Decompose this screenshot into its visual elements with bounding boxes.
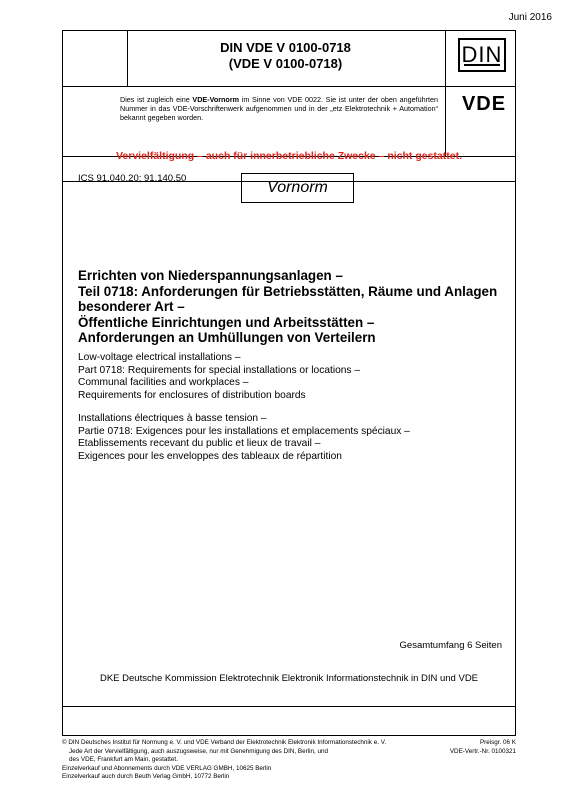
title-english xyxy=(78,352,498,402)
price-block xyxy=(450,739,516,756)
title-de-line: besonderer Art – xyxy=(78,299,185,314)
title-en-line: Requirements for enclosures of distribution boards xyxy=(78,389,306,401)
vde-classification: (VDE V 0100-0718) xyxy=(228,56,343,71)
title-en-line: Communal facilities and workplaces – xyxy=(78,377,249,389)
vde-note xyxy=(120,95,438,123)
din-logo-text: DIN xyxy=(461,42,503,67)
ics-code: ICS 91.040.20; 91.140.50 xyxy=(78,173,187,184)
copyright-line: Einzelverkauf und Abonnements durch VDE VERLAG GMBH, 10625 Berlin xyxy=(62,764,272,772)
title-french xyxy=(78,413,508,463)
copyright-line: Einzelverkauf auch durch Beuth Verlag GmbH, 10772 Berlin xyxy=(62,773,230,781)
title-de-line: Errichten von Niederspannungsanlagen – xyxy=(78,268,343,283)
vde-note-prefix: Dies ist zugleich eine xyxy=(120,95,193,104)
title-german xyxy=(78,268,498,346)
vde-order-number: VDE-Vertr.-Nr. 0100321 xyxy=(449,747,516,755)
copyright-line: des VDE, Frankfurt am Main, gestattet. xyxy=(62,756,178,764)
title-de-line: Öffentliche Einrichtungen und Arbeitsstätten – xyxy=(78,314,375,330)
title-fr-line: Partie 0718: Exigences pour les installations et emplacements spéciaux – xyxy=(78,425,410,437)
footer-rule xyxy=(63,706,515,707)
dke-line: DKE Deutsche Kommission Elektrotechnik Elektronik Informationstechnik in DIN und VDE xyxy=(99,673,479,684)
copy-warning: Vervielfältigung – auch für innerbetriebliche Zwecke – nicht gestattet. xyxy=(115,150,462,162)
total-pages: Gesamtumfang 6 Seiten xyxy=(399,640,502,651)
title-fr-line: Etablissements recevant du public et lieux de travail – xyxy=(78,438,321,450)
publication-date: Juni 2016 xyxy=(508,12,552,23)
document-type-box xyxy=(241,173,354,203)
din-logo xyxy=(458,38,506,72)
title-fr-line: Installations électriques à basse tension – xyxy=(78,413,267,424)
price-group: Preisgr. 06 K xyxy=(479,739,516,746)
vde-logo: VDE xyxy=(461,93,507,115)
vde-note-rest: im Sinne von VDE 0022. Sie ist unter der oben angeführten Nummer in das VDE-Vorschriftenwerk aufgenommen und in der „etz Elektrotechnik + Automation“ bekannt gegeben worden. xyxy=(120,95,438,123)
copyright-notice xyxy=(62,739,452,782)
title-de-line: Teil 0718: Anforderungen für Betriebsstätten, Räume und Anlagen xyxy=(78,283,498,299)
document-type: Vornorm xyxy=(267,179,328,196)
title-en-line: Part 0718: Requirements for special installations or locations – xyxy=(78,364,361,376)
title-fr-line: Exigences pour les enveloppes des tableaux de répartition xyxy=(78,450,342,462)
vde-note-bold: VDE-Vornorm xyxy=(192,95,240,104)
header-divider-right xyxy=(445,31,446,156)
header-rule-1 xyxy=(63,86,515,87)
document-number-block xyxy=(128,40,443,72)
title-en-line: Low-voltage electrical installations – xyxy=(78,352,241,363)
copyright-line: Jede Art der Vervielfältigung, auch auszugsweise, nur mit Genehmigung des DIN, Berlin, und xyxy=(62,747,329,755)
copyright-line: © DIN Deutsches Institut für Normung e. V. und VDE Verband der Elektrotechnik Elektronik Informationstechnik e. V. xyxy=(62,739,387,746)
title-de-line: Anforderungen an Umhüllungen von Verteilern xyxy=(78,330,376,345)
document-number: DIN VDE V 0100-0718 xyxy=(220,40,351,55)
